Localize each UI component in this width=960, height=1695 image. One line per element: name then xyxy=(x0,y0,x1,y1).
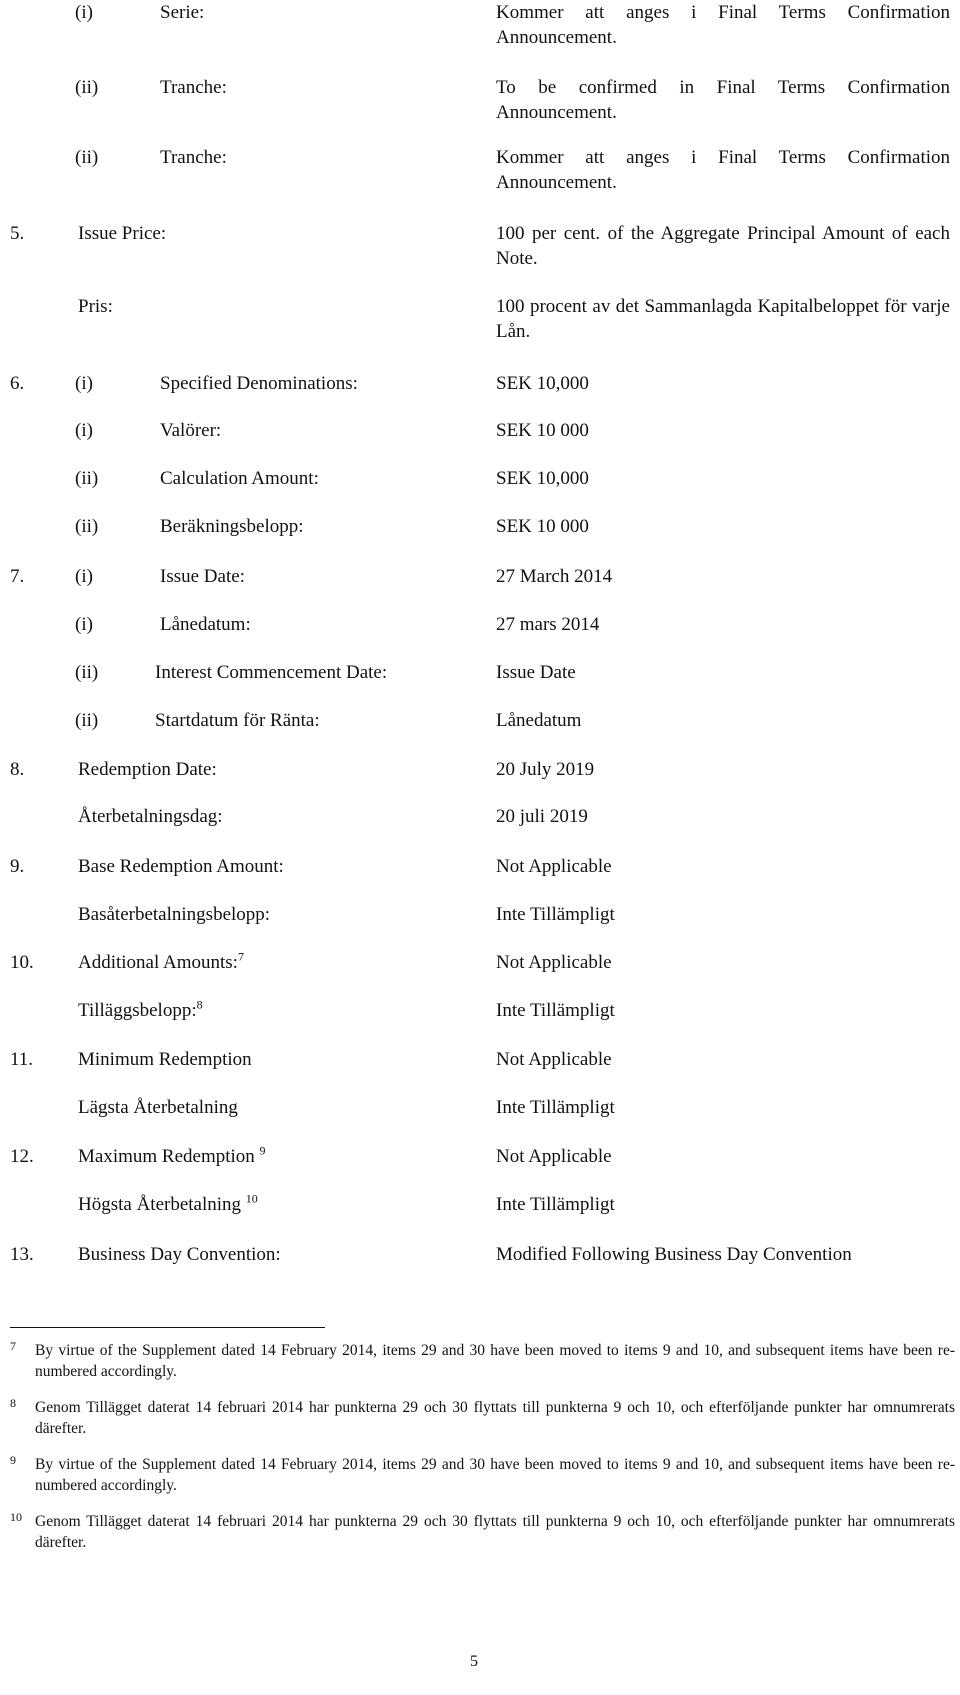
item-sub-number: (i) xyxy=(75,420,93,441)
footnote-separator xyxy=(10,1327,325,1328)
term-value: Lånedatum xyxy=(496,710,582,731)
item-sub-number: (ii) xyxy=(75,516,99,537)
term-label: Lägsta Återbetalning xyxy=(78,1097,238,1118)
footnote-text: Genom Tillägget daterat 14 februari 2014 har punkterna 29 och 30 flyttats till punkterna 9 och 10, och efterföljande punkter har omnumrerats därefter. xyxy=(35,1399,955,1437)
item-number: 8. xyxy=(10,759,25,780)
footnote-number: 8 xyxy=(10,1396,16,1410)
term-value: Not Applicable xyxy=(496,952,612,973)
term-value: 100 per cent. of the Aggregate Principal Amount of each Note. xyxy=(496,223,950,269)
term-label: Pris: xyxy=(78,296,113,317)
term-label-wrap xyxy=(78,998,203,1023)
term-label: Valörer: xyxy=(160,420,222,441)
term-label: Basåterbetalningsbelopp: xyxy=(78,904,271,925)
footnote-ref: 9 xyxy=(259,1143,266,1158)
footnote-ref: 7 xyxy=(237,949,244,964)
term-value: SEK 10 000 xyxy=(496,420,589,441)
item-number: 10. xyxy=(10,952,34,973)
item-number: 11. xyxy=(10,1049,34,1070)
term-label: Tranche: xyxy=(160,147,227,168)
item-number: 5. xyxy=(10,223,25,244)
item-number: 7. xyxy=(10,566,25,587)
term-value: Inte Tillämpligt xyxy=(496,1097,615,1118)
term-label: Beräkningsbelopp: xyxy=(160,516,304,537)
term-label: Tranche: xyxy=(160,77,227,98)
term-value: SEK 10 000 xyxy=(496,516,589,537)
item-sub-number: (i) xyxy=(75,373,93,394)
term-label: Lånedatum: xyxy=(160,614,251,635)
item-sub-number: (i) xyxy=(75,566,93,587)
footnote-text: Genom Tillägget daterat 14 februari 2014 har punkterna 29 och 30 flyttats till punkterna 9 och 10, och efterföljande punkter har omnumrerats därefter. xyxy=(35,1513,955,1551)
term-label-wrap xyxy=(78,950,244,975)
item-sub-number: (ii) xyxy=(75,147,99,168)
term-value: Inte Tillämpligt xyxy=(496,1194,615,1215)
term-label: Högsta Återbetalning xyxy=(78,1194,242,1215)
item-sub-number: (ii) xyxy=(75,710,99,731)
footnote-ref: 8 xyxy=(196,997,203,1012)
term-label: Specified Denominations: xyxy=(160,373,358,394)
term-value: Not Applicable xyxy=(496,1146,612,1167)
item-sub-number: (ii) xyxy=(75,662,99,683)
term-value: Not Applicable xyxy=(496,1049,612,1070)
term-label-wrap xyxy=(78,1192,258,1217)
term-label: Tilläggsbelopp: xyxy=(78,1000,197,1021)
term-value: To be confirmed in Final Terms Confirmation Announcement. xyxy=(496,77,950,123)
item-sub-number: (i) xyxy=(75,614,93,635)
term-value: 100 procent av det Sammanlagda Kapitalbeloppet för varje Lån. xyxy=(496,296,950,342)
footnote-text: By virtue of the Supplement dated 14 February 2014, items 29 and 30 have been moved to items 9 and 10, and subsequent items have been re-numbered accordingly. xyxy=(35,1342,955,1380)
term-value: 27 mars 2014 xyxy=(496,614,600,635)
term-value: Modified Following Business Day Convention xyxy=(496,1244,852,1265)
term-value: SEK 10,000 xyxy=(496,468,589,489)
footnote-ref: 10 xyxy=(245,1191,258,1206)
term-label: Återbetalningsdag: xyxy=(78,806,223,827)
term-label: Minimum Redemption xyxy=(78,1049,252,1070)
item-number: 13. xyxy=(10,1244,34,1265)
term-label: Serie: xyxy=(160,2,205,23)
item-number: 6. xyxy=(10,373,25,394)
item-sub-number: (i) xyxy=(75,2,93,23)
term-label: Issue Price: xyxy=(78,223,167,244)
term-label: Startdatum för Ränta: xyxy=(155,710,320,731)
term-value: 27 March 2014 xyxy=(496,566,613,587)
item-sub-number: (ii) xyxy=(75,468,99,489)
term-label: Business Day Convention: xyxy=(78,1244,281,1265)
footnote-text: By virtue of the Supplement dated 14 February 2014, items 29 and 30 have been moved to items 9 and 10, and subsequent items have been re-numbered accordingly. xyxy=(35,1456,955,1494)
term-value: Kommer att anges i Final Terms Confirmation Announcement. xyxy=(496,147,950,193)
page-number: 5 xyxy=(470,1653,478,1670)
footnote-number: 10 xyxy=(10,1510,22,1524)
term-label: Interest Commencement Date: xyxy=(155,662,388,683)
term-label: Calculation Amount: xyxy=(160,468,319,489)
item-number: 9. xyxy=(10,856,25,877)
item-number: 12. xyxy=(10,1146,34,1167)
footnote-number: 7 xyxy=(10,1339,16,1353)
term-label: Issue Date: xyxy=(160,566,245,587)
footnote-number: 9 xyxy=(10,1453,16,1467)
term-label: Additional Amounts: xyxy=(78,952,238,973)
term-label: Base Redemption Amount: xyxy=(78,856,284,877)
term-value: Kommer att anges i Final Terms Confirmation Announcement. xyxy=(496,2,950,48)
item-sub-number: (ii) xyxy=(75,77,99,98)
term-value: Inte Tillämpligt xyxy=(496,1000,615,1021)
term-value: SEK 10,000 xyxy=(496,373,589,394)
term-value: 20 July 2019 xyxy=(496,759,595,780)
term-value: Not Applicable xyxy=(496,856,612,877)
term-label: Maximum Redemption xyxy=(78,1146,255,1167)
term-value: 20 juli 2019 xyxy=(496,806,588,827)
term-label: Redemption Date: xyxy=(78,759,217,780)
term-label-wrap xyxy=(78,1144,266,1169)
term-value: Issue Date xyxy=(496,662,576,683)
term-value: Inte Tillämpligt xyxy=(496,904,615,925)
